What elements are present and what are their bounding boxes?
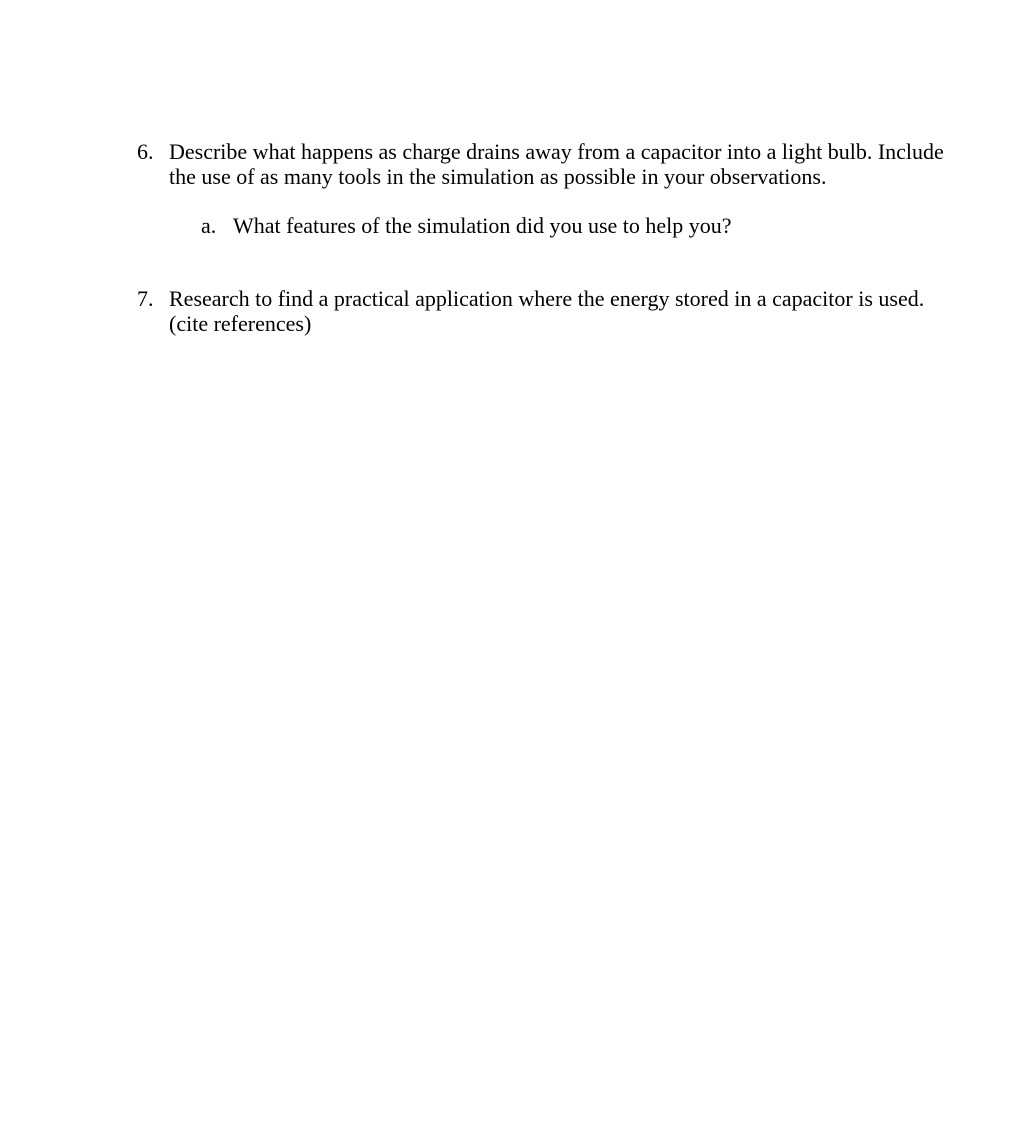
question-6 xyxy=(137,139,944,191)
question-number: 7. xyxy=(137,286,154,311)
question-line: (cite references) xyxy=(169,311,312,336)
question-line: Research to find a practical application where the energy stored in a capacitor is used. xyxy=(169,286,925,311)
question-7 xyxy=(137,286,937,338)
subitem-letter: a. xyxy=(201,213,217,238)
question-number: 6. xyxy=(137,139,154,164)
subitem-text xyxy=(233,213,732,238)
question-text xyxy=(169,139,944,189)
question-line: the use of as many tools in the simulation as possible in your observations. xyxy=(169,164,827,189)
question-line: Describe what happens as charge drains away from a capacitor into a light bulb. Include xyxy=(169,139,944,164)
question-6a xyxy=(201,213,901,239)
subitem-line: What features of the simulation did you use to help you? xyxy=(233,213,732,238)
question-text xyxy=(169,286,924,336)
